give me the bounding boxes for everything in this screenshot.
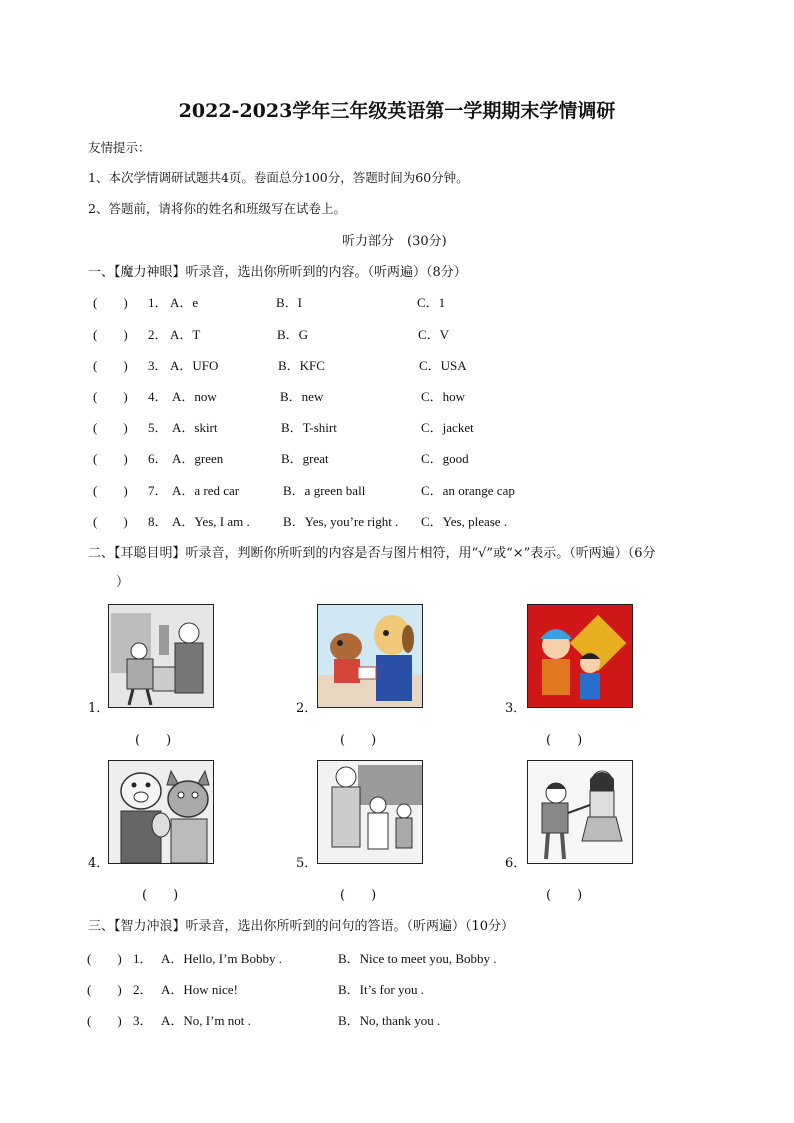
answer-blank-s1-q5[interactable]: ( ) (93, 420, 128, 435)
option-b: B．new (280, 389, 324, 404)
question-number: 5． (148, 420, 168, 435)
question-number: 6． (148, 451, 168, 466)
question-number: 3． (133, 1013, 153, 1028)
picture-5-answer[interactable]: ( ) (340, 888, 377, 903)
picture-3 (527, 604, 633, 708)
option-a: A．Hello, I’m Bobby . (161, 951, 282, 966)
picture-6-answer[interactable]: ( ) (546, 888, 583, 903)
picture-3-answer[interactable]: ( ) (546, 733, 583, 748)
option-c: C．an orange cap (421, 483, 515, 498)
question-number: 2． (133, 982, 153, 997)
option-a: A．skirt (172, 420, 218, 435)
answer-blank-s3-q2[interactable]: ( ) (87, 982, 122, 997)
answer-blank-s1-q2[interactable]: ( ) (93, 327, 128, 342)
option-b: B．KFC (278, 358, 325, 373)
option-b: B．Nice to meet you, Bobby . (338, 951, 497, 966)
answer-blank-s1-q3[interactable]: ( ) (93, 358, 128, 373)
answer-blank-s1-q4[interactable]: ( ) (93, 389, 128, 404)
option-a: A．green (172, 451, 224, 466)
section3-heading: 三、【智力冲浪】听录音，选出你所听到的问句的答语。（听两遍）（10分） (88, 919, 515, 934)
picture-5 (317, 760, 423, 864)
option-b: B．great (281, 451, 329, 466)
picture-3-number: 3． (505, 701, 527, 716)
picture-6 (527, 760, 633, 864)
question-number: 7． (148, 483, 168, 498)
answer-blank-s1-q6[interactable]: ( ) (93, 451, 128, 466)
option-b: B．G (277, 327, 309, 342)
option-c: C．1 (417, 295, 446, 310)
option-b: B．I (276, 295, 303, 310)
picture-4 (108, 760, 214, 864)
option-a: A．Yes, I am . (172, 514, 250, 529)
option-c: C．V (418, 327, 450, 342)
tip-line-2: 2、答题前，请将你的姓名和班级写在试卷上。 (88, 201, 346, 216)
picture-1 (108, 604, 214, 708)
tip-line-1: 1、本次学情调研试题共4页。卷面总分100分，答题时间为60分钟。 (88, 170, 469, 185)
picture-4-answer[interactable]: ( ) (142, 888, 179, 903)
answer-blank-s1-q7[interactable]: ( ) (93, 483, 128, 498)
answer-blank-s1-q8[interactable]: ( ) (93, 514, 128, 529)
option-a: A．How nice! (161, 982, 238, 997)
option-b: B．T-shirt (281, 420, 337, 435)
option-a: A．T (170, 327, 201, 342)
section1-heading: 一、【魔力神眼】听录音，选出你所听到的内容。（听两遍）（8分） (88, 265, 467, 280)
picture-2 (317, 604, 423, 708)
option-a: A．a red car (172, 483, 240, 498)
question-number: 4． (148, 389, 168, 404)
picture-6-number: 6． (505, 856, 527, 871)
question-number: 1． (133, 951, 153, 966)
picture-5-number: 5． (296, 856, 318, 871)
option-b: B．Yes, you’re right . (283, 514, 399, 529)
picture-4-number: 4． (88, 856, 110, 871)
tips-heading: 友情提示： (88, 140, 151, 155)
option-b: B．No, thank you . (338, 1013, 441, 1028)
option-a: A．UFO (170, 358, 219, 373)
option-c: C．Yes, please . (421, 514, 508, 529)
answer-blank-s3-q1[interactable]: ( ) (87, 951, 122, 966)
option-a: A．e (170, 295, 199, 310)
section2-heading-line2: ） (116, 575, 130, 590)
question-number: 2． (148, 327, 168, 342)
question-number: 8． (148, 514, 168, 529)
picture-2-number: 2． (296, 701, 318, 716)
option-c: C．USA (419, 358, 467, 373)
answer-blank-s3-q3[interactable]: ( ) (87, 1013, 122, 1028)
section2-heading-line1: 二、【耳聪目明】听录音，判断你所听到的内容是否与图片相符，用“√”或“×”表示。（听两遍）（6分 (88, 546, 656, 561)
picture-2-answer[interactable]: ( ) (340, 733, 377, 748)
picture-1-answer[interactable]: ( ) (135, 733, 172, 748)
question-number: 1． (148, 295, 168, 310)
question-number: 3． (148, 358, 168, 373)
option-b: B．It’s for you . (338, 982, 424, 997)
option-b: B．a green ball (283, 483, 366, 498)
option-a: A．No, I’m not . (161, 1013, 251, 1028)
option-a: A．now (172, 389, 217, 404)
option-c: C．jacket (421, 420, 474, 435)
option-c: C．how (421, 389, 466, 404)
listening-header: 听力部分 (30分) (342, 234, 447, 249)
answer-blank-s1-q1[interactable]: ( ) (93, 295, 128, 310)
option-c: C．good (421, 451, 469, 466)
page-title: 2022-2023学年三年级英语第一学期期末学情调研 (178, 100, 616, 122)
picture-1-number: 1． (88, 701, 110, 716)
